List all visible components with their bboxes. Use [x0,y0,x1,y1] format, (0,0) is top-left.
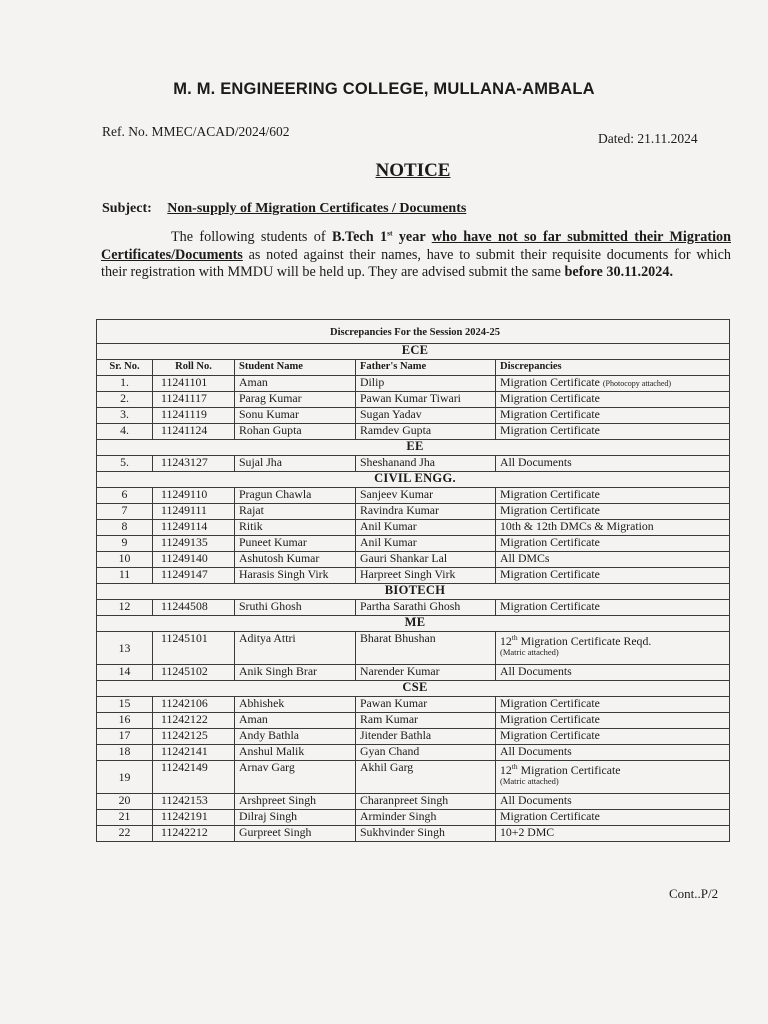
header-roll: Roll No. [153,360,235,376]
table-row: 5. 11243127 Sujal Jha Sheshanand Jha All Documents [97,456,730,472]
table-row: 1. 11241101 Aman Dilip Migration Certificate (Photocopy attached) [97,376,730,392]
table-row: 15 11242106 Abhishek Pawan Kumar Migration Certificate [97,697,730,713]
body-part-5: as noted against their names, have to submit their requisite documents for which their registration with MMDU will be held up. They are advised submit the same [101,246,731,281]
table-row: 18 11242141 Anshul Malik Gyan Chand All Documents [97,745,730,761]
subject-text: Non-supply of Migration Certificates / Documents [167,201,467,216]
table-row: 19 11242149 Arnav Garg Akhil Garg 12th Migration Certificate (Matric attached) [97,761,730,794]
notice-title: NOTICE [375,160,451,181]
table-row: 17 11242125 Andy Bathla Jitender Bathla Migration Certificate [97,729,730,745]
table-row: 6 11249110 Pragun Chawla Sanjeev Kumar Migration Certificate [97,488,730,504]
table-row: 9 11249135 Puneet Kumar Anil Kumar Migration Certificate [97,536,730,552]
body-part-1: The following students of [171,229,332,245]
subject-line [102,201,466,217]
dept-biotech: BIOTECH [97,584,730,600]
table-row: 2. 11241117 Parag Kumar Pawan Kumar Tiwari Migration Certificate [97,392,730,408]
dept-ee: EE [97,440,730,456]
date: Dated: 21.11.2024 [598,131,698,146]
table-caption: Discrepancies For the Session 2024-25 [97,320,730,344]
college-name: M. M. ENGINEERING COLLEGE, MULLANA-AMBALA [173,80,595,98]
discrepancies-table [96,319,730,842]
header-sr: Sr. No. [97,360,153,376]
reference-number: Ref. No. MMEC/ACAD/2024/602 [102,124,290,139]
table-row: 13 11245101 Aditya Attri Bharat Bhushan 12th Migration Certificate Reqd. (Matric attached) [97,632,730,665]
continued-note: Cont..P/2 [669,886,719,901]
table-row: 11 11249147 Harasis Singh Virk Harpreet Singh Virk Migration Certificate [97,568,730,584]
table-row: 16 11242122 Aman Ram Kumar Migration Certificate [97,713,730,729]
table-row: 21 11242191 Dilraj Singh Arminder Singh Migration Certificate [97,810,730,826]
body-deadline: before 30.11.2024. [564,264,673,281]
table-row: 3. 11241119 Sonu Kumar Sugan Yadav Migration Certificate [97,408,730,424]
table-row: 20 11242153 Arshpreet Singh Charanpreet Singh All Documents [97,794,730,810]
subject-label: Subject: [102,201,152,216]
dept-ece: ECE [97,344,730,360]
table-row: 22 11242212 Gurpreet Singh Sukhvinder Singh 10+2 DMC [97,826,730,842]
dept-me: ME [97,616,730,632]
table-row: 4. 11241124 Rohan Gupta Ramdev Gupta Migration Certificate [97,424,730,440]
table-row: 10 11249140 Ashutosh Kumar Gauri Shankar Lal All DMCs [97,552,730,568]
header-father: Father's Name [356,360,496,376]
header-name: Student Name [235,360,356,376]
header-discrepancies: Discrepancies [496,360,730,376]
notice-body [101,229,731,282]
table-row: 7 11249111 Rajat Ravindra Kumar Migration Certificate [97,504,730,520]
table-row: 12 11244508 Sruthi Ghosh Partha Sarathi Ghosh Migration Certificate [97,600,730,616]
dept-cse: CSE [97,681,730,697]
dept-civil: CIVIL ENGG. [97,472,730,488]
body-course: B.Tech 1st year [331,228,432,245]
table-row: 14 11245102 Anik Singh Brar Narender Kumar All Documents [97,665,730,681]
body-emphasis: who have not so far submitted their Migration Certificates/Documents [101,229,732,263]
table-row: 8 11249114 Ritik Anil Kumar 10th & 12th DMCs & Migration [97,520,730,536]
